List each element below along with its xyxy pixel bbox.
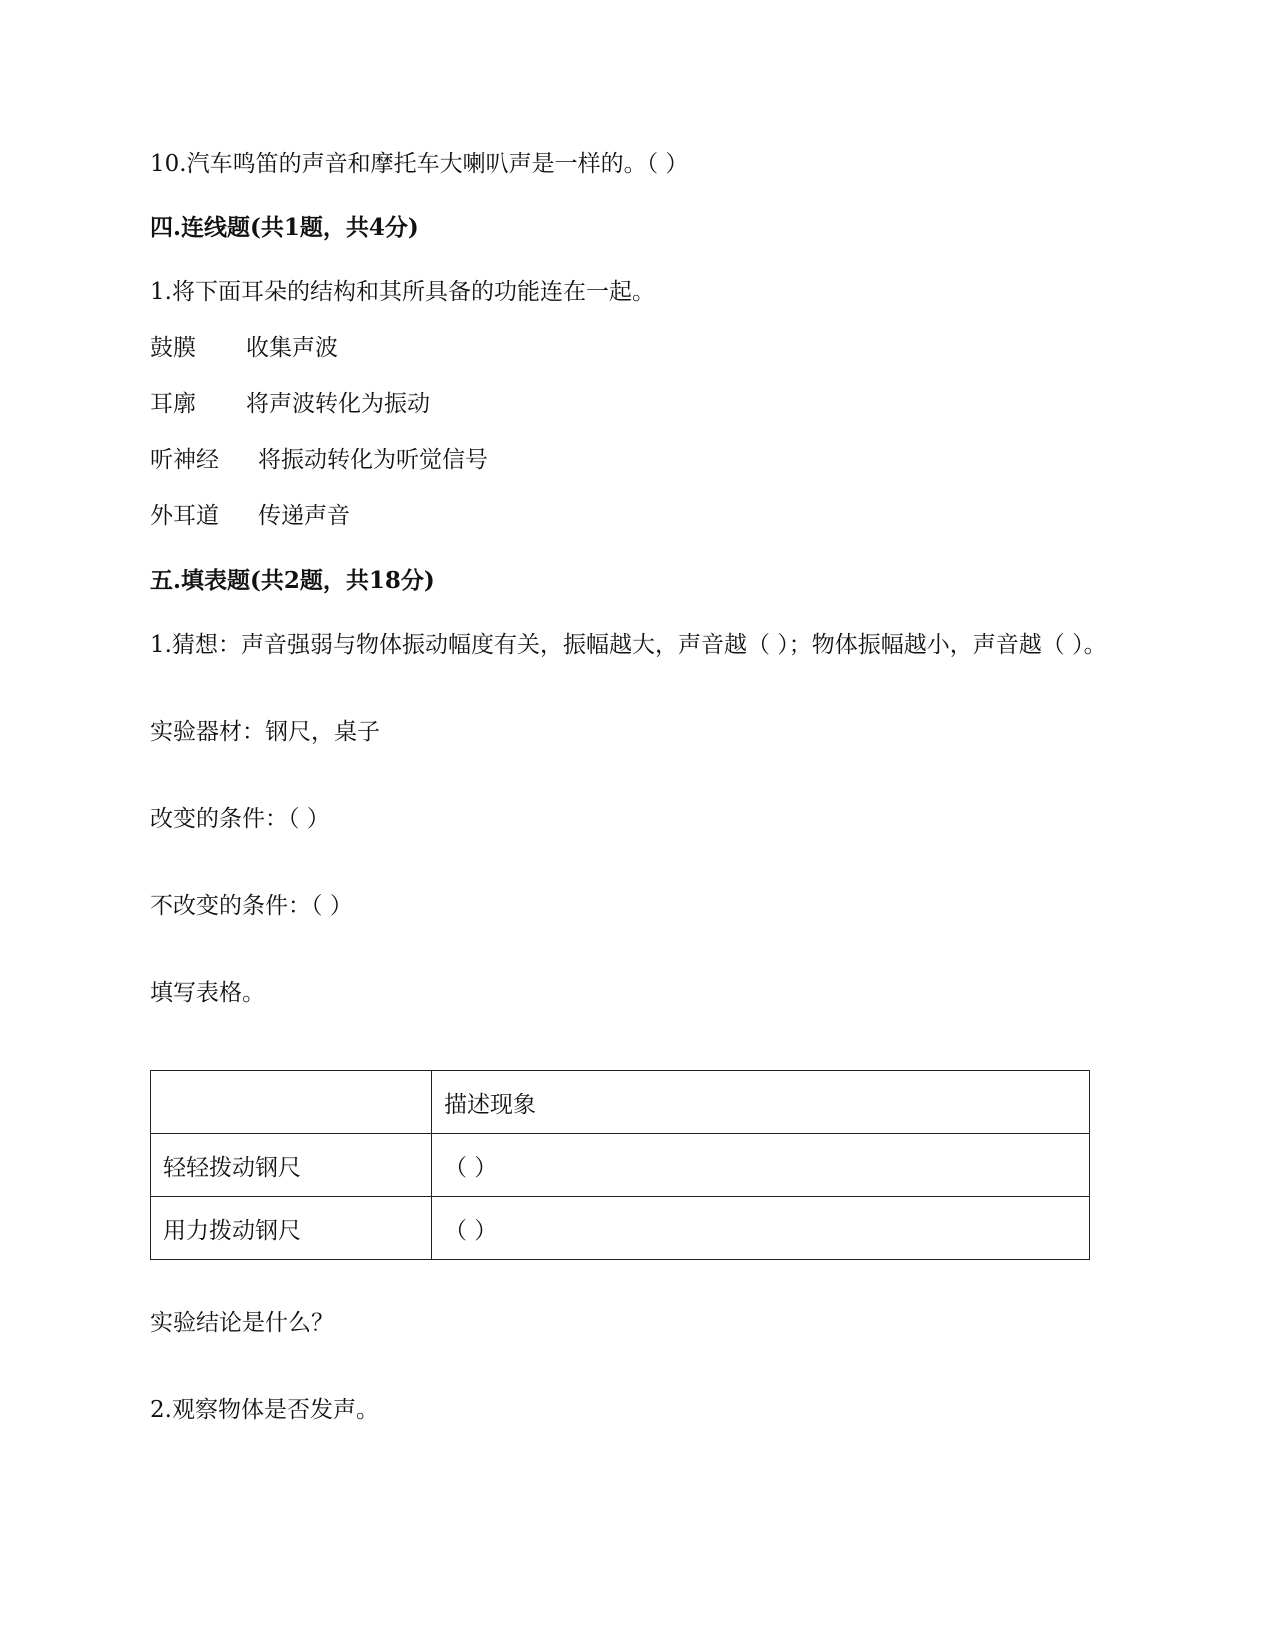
question-10: 10.汽车鸣笛的声音和摩托车大喇叭声是一样的。（ ） xyxy=(150,151,689,177)
ear-function-label: 将振动转化为听觉信号 xyxy=(258,447,488,473)
table-answer-cell[interactable]: （ ） xyxy=(432,1134,1090,1197)
table-answer-cell[interactable]: （ ） xyxy=(432,1197,1090,1260)
table-header-cell xyxy=(151,1071,432,1134)
matching-question: 1.将下面耳朵的结构和其所具备的功能连在一起。 xyxy=(150,279,655,305)
ear-structure-label: 鼓膜 xyxy=(150,335,196,361)
matching-row xyxy=(150,388,430,420)
ear-function-label: 收集声波 xyxy=(246,335,338,361)
changed-condition-line: 改变的条件：（ ） xyxy=(150,806,330,832)
table-header-row xyxy=(151,1071,1090,1134)
fill-table-prompt: 填写表格。 xyxy=(150,980,265,1006)
experiment-table xyxy=(150,1070,1090,1260)
table-row xyxy=(151,1134,1090,1197)
matching-row xyxy=(150,444,488,476)
ear-structure-label: 听神经 xyxy=(150,447,219,473)
table-header-cell: 描述现象 xyxy=(432,1071,1090,1134)
section-4-heading: 四.连线题(共1题，共4分) xyxy=(150,214,419,241)
ear-function-label: 将声波转化为振动 xyxy=(246,391,430,417)
matching-row xyxy=(150,500,350,532)
conclusion-question: 实验结论是什么？ xyxy=(150,1310,334,1336)
unchanged-condition-line: 不改变的条件：（ ） xyxy=(150,893,353,919)
question-2: 2.观察物体是否发声。 xyxy=(150,1397,379,1423)
ear-structure-label: 耳廓 xyxy=(150,391,196,417)
table-cell: 轻轻拨动钢尺 xyxy=(151,1134,432,1197)
guess-question: 1.猜想：声音强弱与物体振动幅度有关，振幅越大，声音越（ ）；物体振幅越小，声音越（ ）。 xyxy=(150,632,1107,658)
section-5-heading: 五.填表题(共2题，共18分) xyxy=(150,567,435,594)
ear-function-label: 传递声音 xyxy=(258,503,350,529)
table-row xyxy=(151,1197,1090,1260)
materials-line: 实验器材：钢尺，桌子 xyxy=(150,719,380,745)
table-cell: 用力拨动钢尺 xyxy=(151,1197,432,1260)
ear-structure-label: 外耳道 xyxy=(150,503,219,529)
matching-row xyxy=(150,332,338,364)
